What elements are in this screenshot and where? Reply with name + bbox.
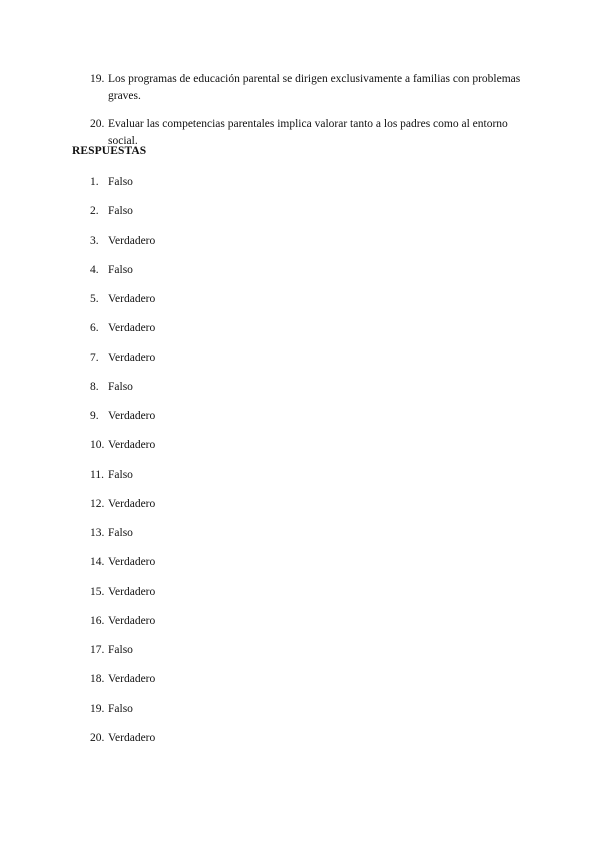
answer-number: 2. — [90, 205, 99, 218]
answer-number: 15. — [90, 585, 105, 598]
answer-value: Verdadero — [108, 731, 156, 744]
answer-item — [90, 174, 155, 203]
answer-number: 6. — [90, 322, 99, 335]
answer-number: 12. — [90, 497, 105, 510]
answer-item — [90, 613, 155, 642]
answer-value: Falso — [108, 702, 133, 715]
answer-item — [90, 291, 155, 320]
answer-item — [90, 730, 155, 759]
answer-value: Verdadero — [108, 439, 156, 452]
answer-number: 5. — [90, 293, 99, 305]
question-item — [90, 116, 550, 150]
answers-list — [90, 174, 155, 759]
question-item — [90, 71, 550, 105]
answer-item — [90, 320, 155, 349]
answers-heading: RESPUESTAS — [72, 145, 147, 157]
answer-item — [90, 408, 155, 437]
answer-item — [90, 496, 155, 525]
answer-value: Verdadero — [108, 673, 156, 686]
answer-value: Verdadero — [108, 556, 156, 569]
answer-number: 17. — [90, 644, 105, 656]
answer-number: 4. — [90, 263, 99, 276]
answer-value: Falso — [108, 176, 133, 188]
answer-value: Falso — [108, 527, 133, 539]
answer-item — [90, 437, 155, 466]
answer-number: 8. — [90, 380, 99, 393]
answer-item — [90, 350, 155, 379]
answer-number: 19. — [90, 702, 105, 715]
answer-number: 7. — [90, 351, 99, 364]
answer-item — [90, 233, 155, 262]
answer-number: 9. — [90, 410, 99, 422]
question-text: Los programas de educación parental se dirigen exclusivamente a familias con problemas graves. — [108, 73, 521, 102]
answer-item — [90, 701, 155, 730]
answer-item — [90, 584, 155, 613]
answer-item — [90, 203, 155, 232]
answer-item — [90, 467, 155, 496]
answer-item — [90, 671, 155, 700]
answer-item — [90, 642, 155, 671]
answer-number: 18. — [90, 673, 105, 686]
answer-value: Verdadero — [108, 585, 156, 598]
answer-value: Verdadero — [108, 322, 156, 335]
answer-item — [90, 262, 155, 291]
answer-item — [90, 525, 155, 554]
answer-number: 20. — [90, 731, 105, 744]
answer-item — [90, 554, 155, 583]
answer-value: Verdadero — [108, 614, 156, 627]
answer-number: 3. — [90, 234, 99, 247]
answer-number: 1. — [90, 176, 99, 188]
answer-item — [90, 379, 155, 408]
answer-number: 10. — [90, 439, 105, 452]
answer-number: 13. — [90, 527, 105, 539]
question-number: 19. — [90, 73, 105, 85]
answer-value: Verdadero — [108, 351, 156, 364]
answer-value: Verdadero — [108, 497, 156, 510]
answer-value: Falso — [108, 644, 133, 656]
answer-value: Falso — [108, 205, 133, 218]
answer-number: 16. — [90, 614, 105, 627]
answer-number: 11. — [90, 468, 104, 481]
question-number: 20. — [90, 118, 105, 130]
answer-value: Falso — [108, 263, 133, 276]
answer-value: Verdadero — [108, 410, 156, 422]
answer-value: Verdadero — [108, 234, 156, 247]
answer-value: Verdadero — [108, 293, 156, 305]
answer-value: Falso — [108, 380, 133, 393]
answer-number: 14. — [90, 556, 105, 569]
question-text: Evaluar las competencias parentales implica valorar tanto a los padres como al entorno social. — [108, 118, 508, 147]
answer-value: Falso — [108, 468, 133, 481]
